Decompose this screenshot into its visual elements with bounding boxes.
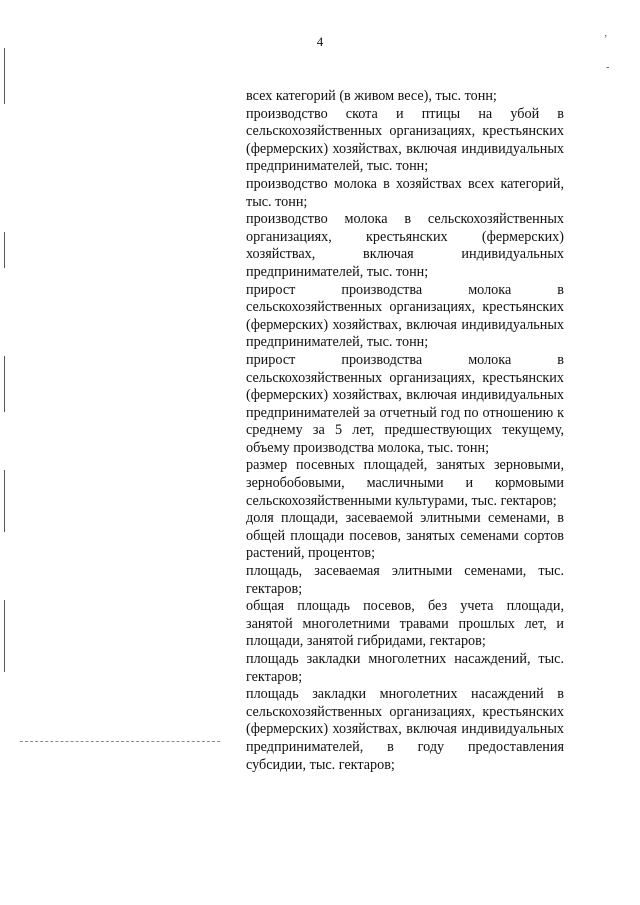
document-paragraph: размер посевных площадей, занятых зерновыми, зернобобовыми, масличными и кормовыми сельскохозяйственными культурами, тыс. гектаров; <box>246 457 564 509</box>
document-paragraph: производство молока в сельскохозяйственных организациях, крестьянских (фермерских) хозяйствах, включая индивидуальных предпринимателей, тыс. тонн; <box>246 211 564 280</box>
scan-edge-mark <box>4 470 5 532</box>
document-paragraph: прирост производства молока в сельскохозяйственных организациях, крестьянских (фермерских) хозяйствах, включая индивидуальных предпринимателей за отчетный год по отношению к среднему за 5 лет, предшествующих текущему, объему производства молока, тыс. тонн; <box>246 351 564 456</box>
scan-corner-mark: ‐ <box>606 62 610 73</box>
document-paragraph: доля площади, засеваемой элитными семенами, в общей площади посевов, занятых семенами сортов растений, процентов; <box>246 510 564 562</box>
document-body <box>246 88 564 774</box>
scan-edge-mark <box>4 48 5 104</box>
document-paragraph: всех категорий (в живом весе), тыс. тонн; <box>246 88 497 104</box>
document-paragraph: площадь закладки многолетних насаждений в сельскохозяйственных организациях, крестьянских (фермерских) хозяйствах, включая индивидуальных предпринимателей, в году предоставления субсидии, тыс. гектаров; <box>246 686 564 773</box>
document-paragraph: производство молока в хозяйствах всех категорий, тыс. тонн; <box>246 175 564 210</box>
scan-dash-line <box>20 741 220 743</box>
scan-edge-mark <box>4 356 5 412</box>
page-number: 4 <box>316 34 324 49</box>
document-paragraph: площадь закладки многолетних насаждений, тыс. гектаров; <box>246 651 564 685</box>
scan-edge-mark <box>4 232 5 268</box>
document-paragraph: производство скота и птицы на убой в сельскохозяйственных организациях, крестьянских (фермерских) хозяйствах, включая индивидуальных предпринимателей, тыс. тонн; <box>246 105 564 175</box>
document-paragraph: общая площадь посевов, без учета площади, занятой многолетними травами прошлых лет, и площади, занятой гибридами, гектаров; <box>246 598 564 650</box>
scan-edge-mark <box>4 600 5 672</box>
document-paragraph: площадь, засеваемая элитными семенами, тыс. гектаров; <box>246 563 564 597</box>
document-paragraph: прирост производства молока в сельскохозяйственных организациях, крестьянских (фермерских) хозяйствах, включая индивидуальных предпринимателей, тыс. тонн; <box>246 281 564 351</box>
scan-corner-mark: ‚ <box>604 28 608 39</box>
